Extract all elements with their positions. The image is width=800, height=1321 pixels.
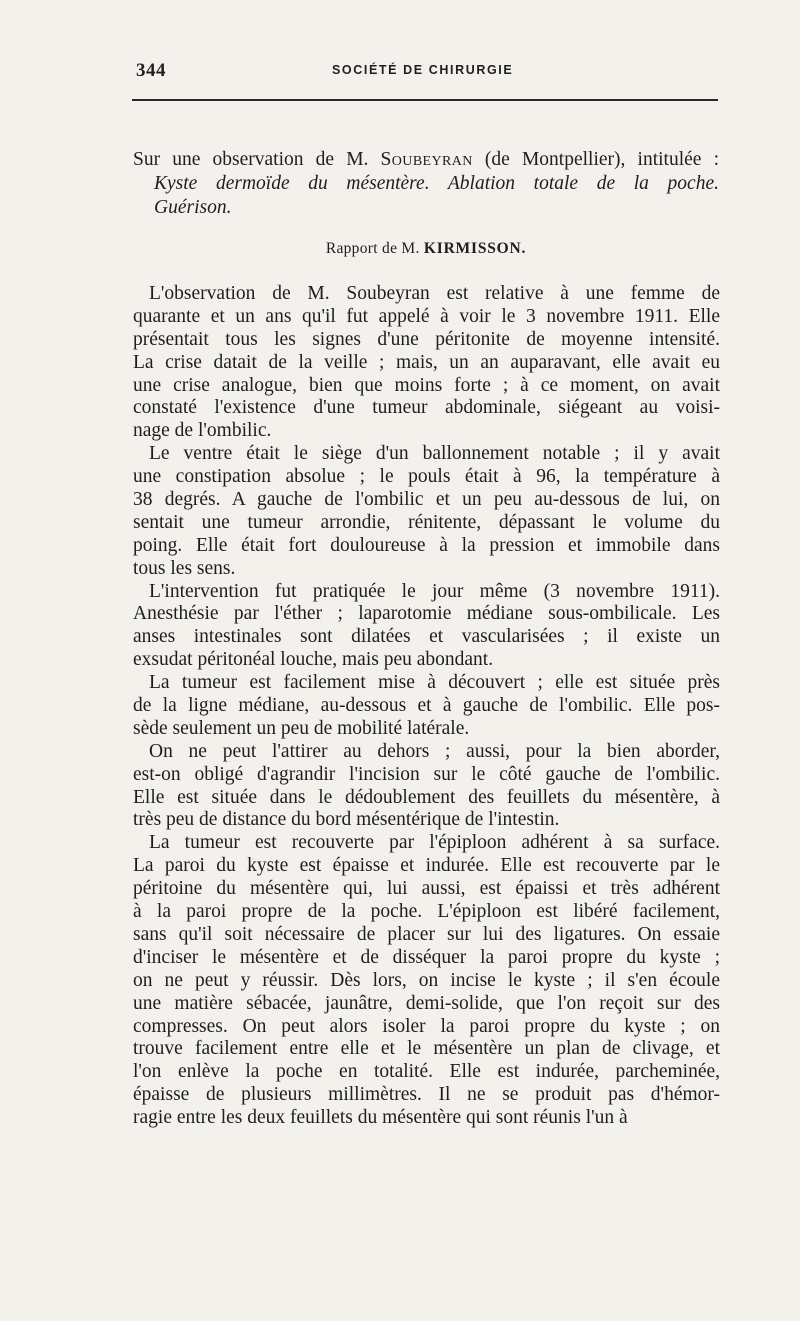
paragraph [133, 443, 720, 580]
text-line: 38 degrés. A gauche de l'ombilic et un peu au-dessous de lui, on [133, 489, 720, 511]
title-line-1: Sur une observation de M. Soubeyran (de Montpellier), intitulée : [133, 149, 719, 170]
text-line: La crise datait de la veille ; mais, un an auparavant, elle avait eu [133, 351, 720, 373]
title-line-2: Kyste dermoïde du mésentère. Ablation totale de la poche. [154, 173, 719, 194]
text-line: d'inciser le mésentère et de disséquer la paroi propre du kyste ; [133, 946, 720, 968]
text-line: très peu de distance du bord mésentérique de l'intestin. [133, 809, 560, 831]
text-line: La tumeur est recouverte par l'épiploon adhérent à sa surface. [149, 832, 720, 854]
text-line: anses intestinales sont dilatées et vascularisées ; il existe un [133, 626, 720, 648]
text-line: à la paroi propre de la poche. L'épiploon est libéré facilement, [133, 901, 720, 923]
text-line: sentait une tumeur arrondie, rénitente, dépassant le volume du [133, 511, 720, 533]
paragraph [133, 672, 720, 741]
text-line: Le ventre était le siège d'un ballonnement notable ; il y avait [149, 443, 720, 465]
text-line: l'on enlève la poche en totalité. Elle est indurée, parcheminée, [133, 1061, 720, 1083]
text-line: quarante et un ans qu'il fut appelé à voir le 3 novembre 1911. Elle [133, 305, 720, 327]
article-body [133, 283, 720, 1130]
text-line: poing. Elle était fort douloureuse à la pression et immobile dans [133, 534, 720, 556]
paragraph [133, 581, 720, 673]
paragraph [133, 741, 720, 833]
text-line: est-on obligé d'agrandir l'incision sur le côté gauche de l'ombilic. [133, 763, 720, 785]
paragraph [133, 832, 720, 1130]
text-line: une constipation absolue ; le pouls était à 96, la température à [133, 466, 720, 488]
paragraph [133, 283, 720, 443]
text-line: on ne peut y réussir. Dès lors, on incise le kyste ; il s'en écoule [133, 969, 720, 991]
page-number: 344 [136, 60, 166, 81]
reporter-name: KIRMISSON. [423, 240, 527, 257]
text-line: L'intervention fut pratiquée le jour même (3 novembre 1911). [149, 580, 720, 602]
text-line: de la ligne médiane, au-dessous et à gauche de l'ombilic. Elle pos- [133, 695, 720, 717]
text-line: La tumeur est facilement mise à découvert ; elle est située près [149, 672, 720, 694]
text-line: exsudat péritonéal louche, mais peu abondant. [133, 649, 494, 671]
text-line: sède seulement un peu de mobilité latérale. [133, 717, 470, 739]
title-line-3: Guérison. [154, 197, 232, 218]
text-line: une crise analogue, bien que moins forte ; à ce moment, on avait [133, 374, 720, 396]
text-line: nage de l'ombilic. [133, 420, 272, 442]
text-line: présentait tous les signes d'une péritonite de moyenne intensité. [133, 328, 720, 350]
article-title [133, 148, 719, 220]
text-line: On ne peut l'attirer au dehors ; aussi, pour la bien aborder, [149, 740, 720, 762]
text-line: trouve facilement entre elle et le mésentère un plan de clivage, et [133, 1038, 720, 1060]
text-line: épaisse de plusieurs millimètres. Il ne se produit pas d'hémor- [133, 1084, 720, 1106]
running-head: SOCIÉTÉ DE CHIRURGIE [332, 63, 514, 77]
text-line: Anesthésie par l'éther ; laparotomie médiane sous-ombilicale. Les [133, 603, 720, 625]
text-line: L'observation de M. Soubeyran est relative à une femme de [149, 283, 720, 304]
text-line: Elle est située dans le dédoublement des feuillets du mésentère, à [133, 786, 720, 808]
text-line: sans qu'il soit nécessaire de placer sur lui des ligatures. On essaie [133, 923, 720, 945]
page-header [132, 58, 718, 88]
report-heading: Rapport de M. KIRMISSON. [325, 240, 527, 257]
header-rule [132, 99, 718, 101]
text-line: La paroi du kyste est épaisse et indurée. Elle est recouverte par le [133, 855, 720, 877]
title-author: Soubeyran [380, 149, 473, 170]
text-line: tous les sens. [133, 557, 236, 579]
text-line: une matière sébacée, jaunâtre, demi-solide, que l'on reçoit sur des [133, 992, 720, 1014]
text-line: constaté l'existence d'une tumeur abdominale, siégeant au voisi- [133, 397, 720, 419]
text-line: ragie entre les deux feuillets du mésentère qui sont réunis l'un à [133, 1107, 628, 1129]
text-line: péritoine du mésentère qui, lui aussi, est épaissi et très adhérent [133, 878, 720, 900]
text-line: compresses. On peut alors isoler la paroi propre du kyste ; on [133, 1015, 720, 1037]
